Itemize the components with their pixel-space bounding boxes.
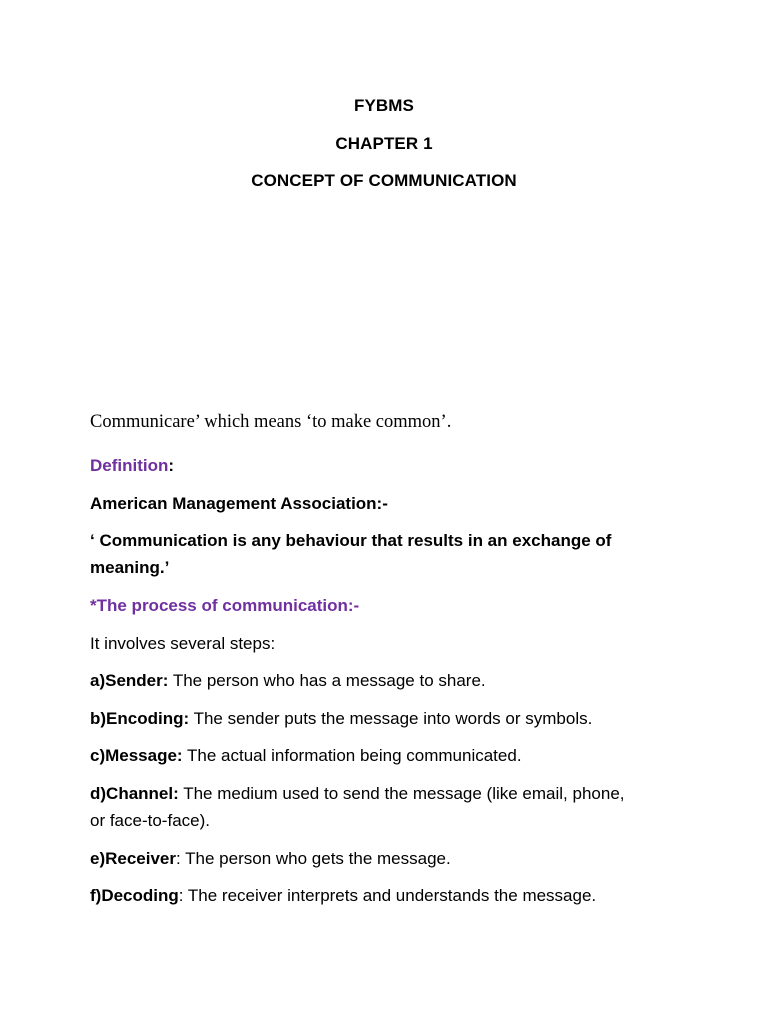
definition-quote-line-2: meaning.’: [90, 558, 170, 577]
definition-source: American Management Association:-: [90, 494, 388, 513]
definition-label: Definition: [90, 456, 169, 475]
step-decoding: [90, 882, 690, 909]
step-text: The actual information being communicated.: [182, 746, 522, 765]
step-text: : The person who gets the message.: [176, 849, 451, 868]
step-term: c)Message:: [90, 746, 183, 765]
step-encoding: [90, 705, 690, 732]
step-term: a)Sender:: [90, 671, 169, 690]
step-term: b)Encoding:: [90, 709, 190, 728]
process-intro: It involves several steps:: [90, 634, 276, 653]
step-channel: [90, 780, 690, 807]
step-text: The sender puts the message into words or symbols.: [189, 709, 593, 728]
step-sender: [90, 667, 690, 694]
step-text: : The receiver interprets and understands the message.: [178, 886, 597, 905]
definition-colon: :: [168, 456, 175, 475]
process-heading: *The process of communication:-: [90, 596, 360, 615]
step-text: The medium used to send the message (like email, phone,: [178, 784, 625, 803]
step-receiver: [90, 845, 690, 872]
chapter-title: CONCEPT OF COMMUNICATION: [251, 171, 517, 190]
step-term: e)Receiver: [90, 849, 177, 868]
course-heading: FYBMS: [354, 96, 414, 115]
step-message: [90, 742, 690, 769]
intro-line: Communicare’ which means ‘to make common’.: [90, 412, 452, 432]
step-term: f)Decoding: [90, 886, 179, 905]
step-text: The person who has a message to share.: [168, 671, 486, 690]
chapter-heading: CHAPTER 1: [335, 134, 433, 153]
definition-quote-line-1: ‘ Communication is any behaviour that results in an exchange of: [90, 531, 612, 550]
step-channel-continued: or face-to-face).: [90, 811, 210, 830]
definition-heading: [90, 452, 690, 479]
step-term: d)Channel:: [90, 784, 179, 803]
